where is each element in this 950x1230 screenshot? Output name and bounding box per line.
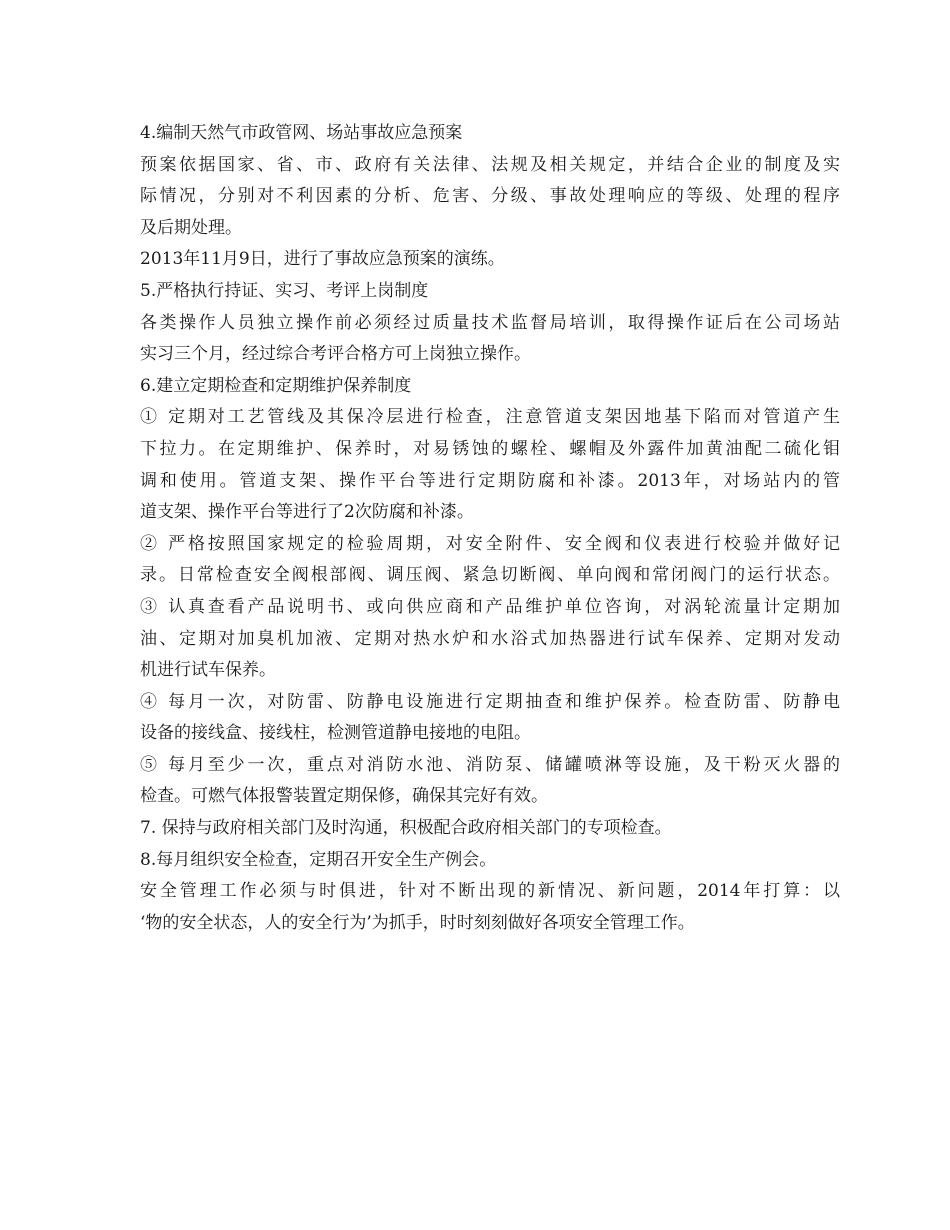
section-heading-7: 7. 保持与政府相关部门及时沟通，积极配合政府相关部门的专项检查。 (140, 818, 672, 839)
section-heading-6: 6.建立定期检查和定期维护保养制度 (140, 375, 412, 396)
paragraph-line: 际情况，分别对不利因素的分析、危害、分级、事故处理响应的等级、处理的程序 (140, 186, 840, 207)
paragraph-line: ‘物的安全状态，人的安全行为’为抓手，时时刻刻做好各项安全管理工作。 (140, 912, 695, 933)
list-item-line: ③ 认真查看产品说明书、或向供应商和产品维护单位咨询，对涡轮流量计定期加 (140, 596, 840, 617)
list-item-line: 道支架、操作平台等进行了2次防腐和补漆。 (140, 502, 474, 523)
list-item-line: ① 定期对工艺管线及其保冷层进行检查，注意管道支架因地基下陷而对管道产生 (140, 407, 840, 428)
paragraph-line: 安全管理工作必须与时俱进，针对不断出现的新情况、新问题，2014年打算：以 (140, 881, 840, 902)
list-item-line: 设备的接线盒、接线柱，检测管道静电接地的电阻。 (140, 723, 531, 744)
list-item-line: ⑤ 每月至少一次，重点对消防水池、消防泵、储罐喷淋等设施，及干粉灭火器的 (140, 754, 840, 775)
list-item-line: ④ 每月一次，对防雷、防静电设施进行定期抽查和维护保养。检查防雷、防静电 (140, 691, 840, 712)
paragraph-line: 预案依据国家、省、市、政府有关法律、法规及相关规定，并结合企业的制度及实 (140, 154, 840, 175)
section-heading-8: 8.每月组织安全检查，定期召开安全生产例会。 (140, 849, 497, 870)
section-heading-5: 5.严格执行持证、实习、考评上岗制度 (140, 280, 429, 301)
section-heading-4: 4.编制天然气市政管网、场站事故应急预案 (140, 123, 463, 143)
paragraph-line: 2013年11月9日，进行了事故应急预案的演练。 (140, 249, 505, 270)
paragraph-line: 实习三个月，经过综合考评合格方可上岗独立操作。 (140, 344, 531, 365)
list-item-line: 检查。可燃气体报警装置定期保修，确保其完好有效。 (140, 786, 548, 807)
paragraph-line: 各类操作人员独立操作前必须经过质量技术监督局培训，取得操作证后在公司场站 (140, 312, 840, 333)
list-item-line: 油、定期对加臭机加液、定期对热水炉和水浴式加热器进行试车保养、定期对发动 (140, 628, 840, 649)
list-item-line: 录。日常检查安全阀根部阀、调压阀、紧急切断阀、单向阀和常闭阀门的运行状态。 (140, 565, 840, 586)
paragraph-line: 及后期处理。 (140, 217, 242, 238)
list-item-line: ② 严格按照国家规定的检验周期，对安全附件、安全阀和仪表进行校验并做好记 (140, 533, 840, 554)
list-item-line: 下拉力。在定期维护、保养时，对易锈蚀的螺栓、螺帽及外露件加黄油配二硫化钼 (140, 438, 840, 459)
list-item-line: 机进行试车保养。 (140, 660, 276, 681)
document-body (140, 118, 840, 939)
list-item-line: 调和使用。管道支架、操作平台等进行定期防腐和补漆。2013年，对场站内的管 (140, 470, 840, 491)
